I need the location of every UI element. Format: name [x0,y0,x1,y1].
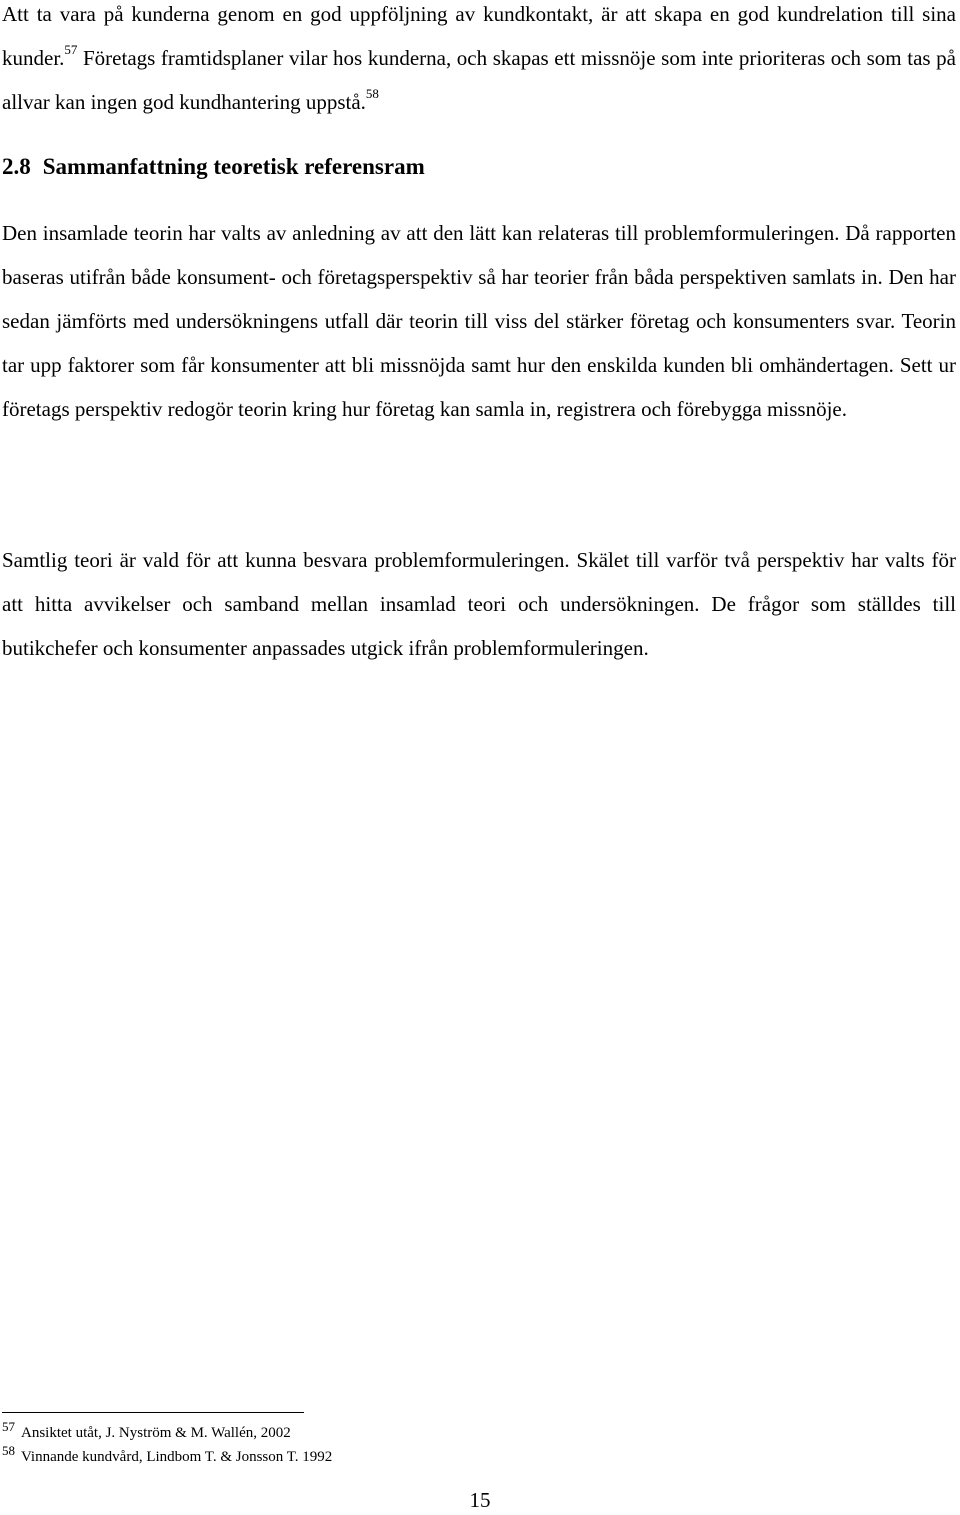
footnote-mark: 58 [2,1443,15,1458]
footnotes [2,1421,702,1469]
footnote-mark: 57 [2,1419,15,1434]
section-number: 2.8 [2,154,31,179]
body-paragraph-2: Den insamlade teorin har valts av anledning av att den lätt kan relateras till problemformuleringen. Då rapporten baseras utifrån både konsument- och företagsperspektiv så har teorier från båda perspektiven samlats in. Den har sedan jämförts med undersökningens utfall där teorin till viss del stärker företag och konsumenters svar. Teorin tar upp faktorer som får konsumenter att bli missnöjda samt hur den enskilda kunden bli omhändertagen. Sett ur företags perspektiv redogör teorin kring hur företag kan samla in, registrera och förebygga missnöje. [2,221,956,421]
footnote-ref-57[interactable]: 57 [64,42,78,57]
footnote-text: Ansiktet utåt, J. Nyström & M. Wallén, 2002 [21,1425,291,1441]
body-paragraph-3: Samtlig teori är vald för att kunna besvara problemformuleringen. Skälet till varför två perspektiv har valts för att hitta avvikelser och samband mellan insamlad teori och undersökningen. De frågor som ställdes till butikchefer och konsumenter anpassades utgick ifrån problemformuleringen. [2,548,956,660]
paragraph-1-text-a: Att ta vara på kunderna genom en god uppföljning av kundkontakt, är att skapa en god kundrelation till sina kunder. [2,2,956,70]
paragraph-1-text-b: Företags framtidsplaner vilar hos kunderna, och skapas ett missnöje som inte prioriteras och som tas på allvar kan ingen god kundhantering uppstå. [2,46,956,114]
footnote-divider [2,1412,304,1413]
footnote-item [2,1445,702,1469]
section-title: Sammanfattning teoretisk referensram [42,154,425,179]
footnote-ref-58[interactable]: 58 [365,86,379,101]
body-paragraph-1 [2,0,956,124]
footnote-item [2,1421,702,1445]
footnote-text: Vinnande kundvård, Lindbom T. & Jonsson T. 1992 [21,1449,333,1465]
section-heading [2,145,425,189]
page-number: 15 [469,1488,491,1512]
